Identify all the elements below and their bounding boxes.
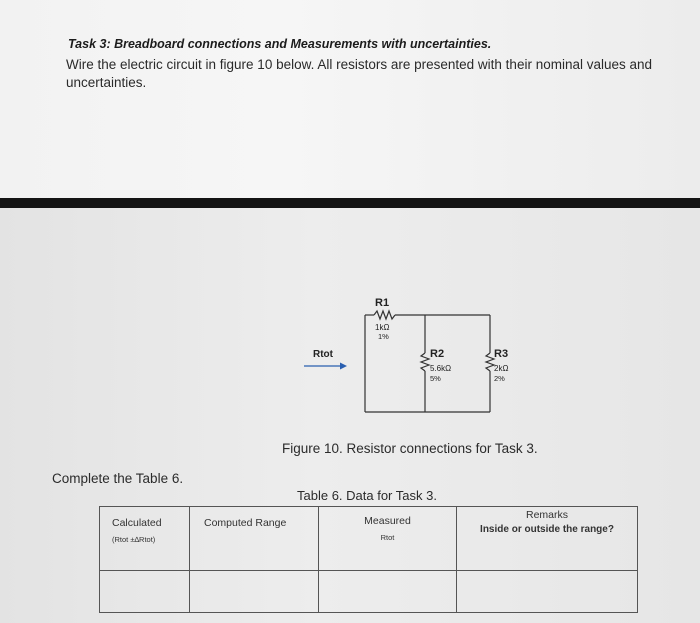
header-remarks-label: Remarks [525,509,568,521]
header-remarks-sub: Inside or outside the range? [480,524,614,535]
r2-tolerance: 5% [430,374,441,383]
computed-range-cell[interactable] [190,571,319,613]
r3-resistor-symbol [486,353,494,371]
table-caption: Table 6. Data for Task 3. [297,488,437,503]
r2-value: 5.6kΩ [430,364,452,373]
table-row [100,571,638,613]
header-measured-label: Measured [364,515,411,527]
header-calculated-label: Calculated [112,517,162,529]
task-description: Wire the electric circuit in figure 10 below. All resistors are presented with their nominal values and uncertainties. [66,57,653,90]
r1-tolerance: 1% [378,332,389,341]
data-table [99,506,638,613]
r3-name: R3 [494,348,509,360]
measured-cell[interactable] [319,571,457,613]
header-measured-sub: Rtot [380,533,395,542]
rtot-label: Rtot [313,349,333,360]
dark-divider [0,198,700,208]
page-top-sheet [0,0,700,198]
task-title: Task 3: Breadboard connections and Measurements with uncertainties. [68,37,492,51]
table-header-row [100,507,638,571]
calculated-cell[interactable] [100,571,190,613]
r2-resistor-symbol [421,353,429,371]
instruction-complete-table: Complete the Table 6. [52,471,184,486]
figure-caption: Figure 10. Resistor connections for Task 3. [282,441,538,456]
r3-tolerance: 2% [494,374,505,383]
header-computed-range [190,507,319,571]
r1-value: 1kΩ [375,323,390,332]
r1-resistor-symbol [374,311,395,319]
header-calculated [100,507,190,571]
header-remarks [457,507,638,571]
header-computed-range-label: Computed Range [204,517,287,529]
r3-value: 2kΩ [494,364,509,373]
header-calculated-sub: (Rtot ±∆Rtot) [112,535,156,544]
circuit-diagram [0,208,700,438]
header-measured [319,507,457,571]
r1-name: R1 [375,297,390,309]
r2-name: R2 [430,348,445,360]
remarks-cell[interactable] [457,571,638,613]
rtot-arrowhead [340,363,347,370]
